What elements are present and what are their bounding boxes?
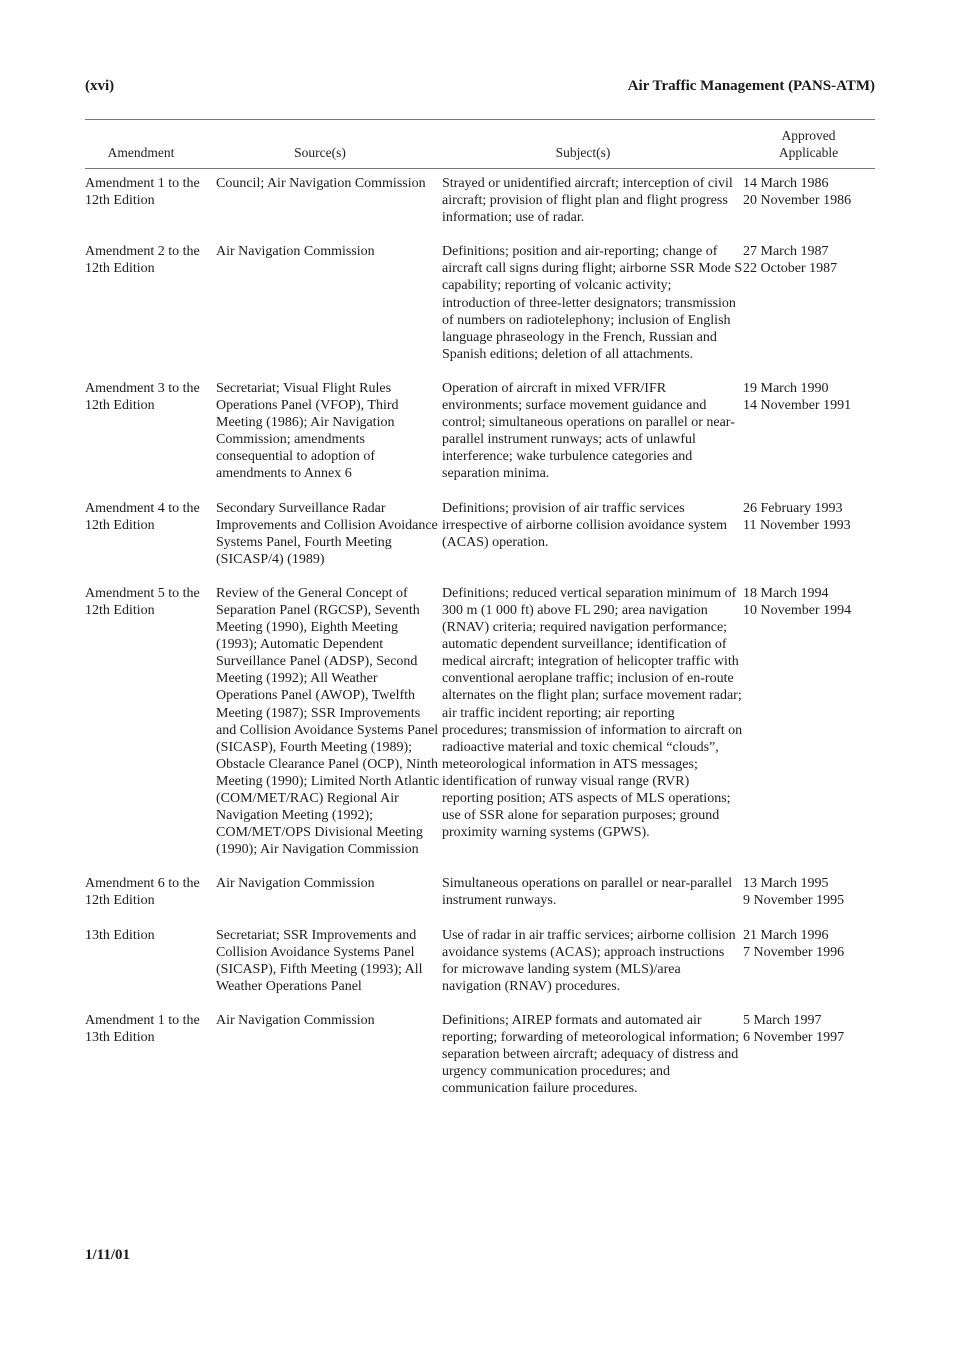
column-header-sources: Source(s): [294, 145, 346, 160]
table-row: [85, 380, 875, 500]
dates-cell: [743, 875, 875, 926]
subject-cell: Definitions; position and air-reporting; change of aircraft call signs during flight; airborne SSR Mode S capability; reporting of volcanic activity; introduction of three-letter designators; transmission of numbers on radiotelephony; inclusion of English language phraseology in the French, Russian and Spanish editions; deletion of all attachments.: [442, 244, 743, 362]
table-row: [85, 875, 875, 926]
subject-cell: Use of radar in air traffic services; airborne collision avoidance systems (ACAS); approach instructions for microwave landing system (MLS)/area navigation (RNAV) procedures.: [442, 927, 736, 994]
page-number: (xvi): [85, 78, 115, 94]
applicable-date: 22 October 1987: [743, 261, 838, 277]
table-row: [85, 927, 875, 1012]
subject-cell: Strayed or unidentified aircraft; interception of civil aircraft; provision of flight plan and flight progress information; use of radar.: [442, 176, 733, 226]
dates-cell: [743, 243, 875, 380]
dates-cell: [743, 500, 875, 585]
approved-date: 5 March 1997: [743, 1012, 822, 1028]
table-row: [85, 243, 875, 380]
dates-cell: [743, 380, 875, 500]
source-cell: Secretariat; Visual Flight Rules Operations Panel (VFOP), Third Meeting (1986); Air Navigation Commission; amendments consequential to adoption of amendments to Annex 6: [216, 380, 399, 482]
amendment-cell: Amendment 5 to the 12th Edition: [85, 585, 200, 618]
dates-cell: [743, 927, 875, 1012]
header-rule: [85, 168, 875, 169]
column-header-approved: Approved: [781, 128, 836, 143]
amendment-table: [85, 175, 875, 1114]
source-cell: Secretariat; SSR Improvements and Collision Avoidance Systems Panel (SICASP), Fifth Meeting (1993); All Weather Operations Panel: [216, 927, 423, 994]
footer-date: 1/11/01: [85, 1247, 131, 1263]
column-header-applicable: Applicable: [778, 145, 839, 160]
applicable-date: 20 November 1986: [743, 193, 852, 209]
applicable-date: 14 November 1991: [743, 398, 852, 414]
applicable-date: 9 November 1995: [743, 893, 845, 909]
source-cell: Air Navigation Commission: [216, 244, 375, 260]
approved-date: 21 March 1996: [743, 927, 829, 943]
table-row: [85, 585, 875, 876]
subject-cell: Operation of aircraft in mixed VFR/IFR environments; surface movement guidance and control; simultaneous operations on parallel or near-parallel instrument runways; acts of unlawful interference; wake turbulence categories and separation minima.: [442, 380, 735, 482]
table-row: [85, 1012, 875, 1114]
column-header-subjects: Subject(s): [555, 145, 611, 160]
source-cell: Secondary Surveillance Radar Improvements and Collision Avoidance Systems Panel, Fourth Meeting (SICASP/4) (1989): [216, 500, 438, 567]
applicable-date: 6 November 1997: [743, 1030, 845, 1046]
dates-cell: [743, 175, 875, 243]
amendment-cell: Amendment 2 to the 12th Edition: [85, 244, 200, 277]
amendment-cell: Amendment 1 to the 13th Edition: [85, 1012, 200, 1046]
document-title: Air Traffic Management (PANS-ATM): [627, 78, 875, 94]
approved-date: 14 March 1986: [743, 176, 829, 191]
source-cell: Council; Air Navigation Commission: [216, 176, 426, 191]
applicable-date: 10 November 1994: [743, 602, 852, 618]
subject-cell: Definitions; AIREP formats and automated air reporting; forwarding of meteorological information; separation between aircraft; adequacy of distress and urgency communication procedures; and communication failure procedures.: [442, 1012, 740, 1097]
column-header-approved-applicable: [742, 127, 875, 161]
subject-cell: Definitions; provision of air traffic services irrespective of airborne collision avoidance system (ACAS) operation.: [442, 500, 727, 550]
amendment-cell: Amendment 1 to the 12th Edition: [85, 176, 200, 209]
applicable-date: 7 November 1996: [743, 944, 845, 960]
source-cell: Air Navigation Commission: [216, 1012, 375, 1028]
applicable-date: 11 November 1993: [743, 517, 851, 533]
approved-date: 18 March 1994: [743, 585, 829, 601]
approved-date: 13 March 1995: [743, 876, 829, 892]
running-header: [85, 78, 875, 100]
column-header-amendment: Amendment: [107, 145, 175, 160]
table-row: [85, 175, 875, 243]
top-rule: [85, 119, 875, 120]
subject-cell: Simultaneous operations on parallel or near-parallel instrument runways.: [442, 876, 733, 909]
source-cell: Review of the General Concept of Separation Panel (RGCSP), Seventh Meeting (1990), Eighth Meeting (1993); Automatic Dependent Surveillance Panel (ADSP), Second Meeting (1992); All Weather Operations Panel (AWOP), Twelfth Meeting (1987); SSR Improvements and Collision Avoidance Systems Panel (SICASP), Fourth Meeting (1989); Obstacle Clearance Panel (OCP), Ninth Meeting (1990); Limited North Atlantic (COM/MET/RAC) Regional Air Navigation Meeting (1992); COM/MET/OPS Divisional Meeting (1990); Air Navigation Commission: [216, 585, 440, 858]
source-cell: Air Navigation Commission: [216, 876, 375, 892]
approved-date: 27 March 1987: [743, 244, 829, 260]
dates-cell: [743, 1012, 875, 1114]
amendment-cell: Amendment 4 to the 12th Edition: [85, 500, 200, 533]
dates-cell: [743, 585, 875, 876]
amendment-cell: Amendment 6 to the 12th Edition: [85, 876, 200, 909]
amendment-cell: 13th Edition: [85, 927, 155, 943]
amendment-cell: Amendment 3 to the 12th Edition: [85, 380, 200, 414]
table-row: [85, 500, 875, 585]
approved-date: 26 February 1993: [743, 500, 843, 516]
subject-cell: Definitions; reduced vertical separation minimum of 300 m (1 000 ft) above FL 290; area navigation (RNAV) criteria; required navigation performance; automatic dependent surveillance; identification of medical aircraft; integration of helicopter traffic with conventional aeroplane traffic; inclusion of en-route alternates on the flight plan; surface movement radar; air traffic incident reporting; air reporting procedures; transmission of information to aircraft on radioactive material and toxic chemical “clouds”, meteorological information in ATS messages; identification of runway visual range (RVR) reporting position; ATS aspects of MLS operations; use of SSR alone for separation purposes; ground proximity warning systems (GPWS).: [442, 585, 743, 841]
approved-date: 19 March 1990: [743, 380, 829, 396]
